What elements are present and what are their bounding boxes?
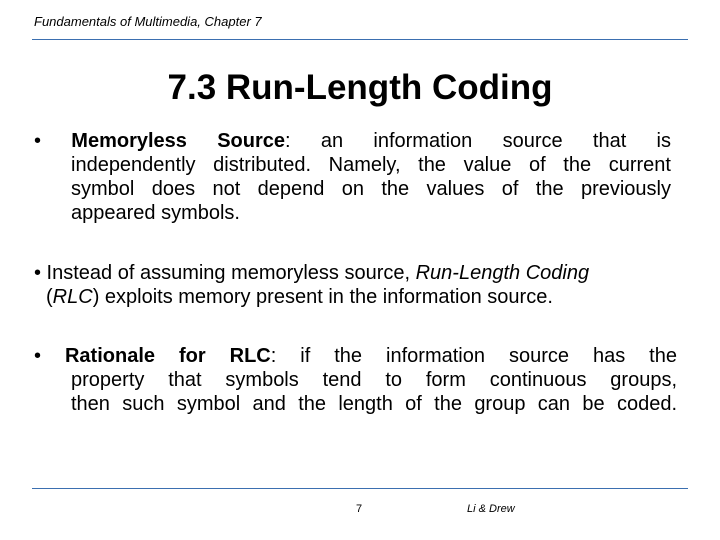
slide-title: 7.3 Run-Length Coding xyxy=(167,68,553,107)
bullet-rationale-for-rlc xyxy=(34,344,677,416)
running-header: Fundamentals of Multimedia, Chapter 7 xyxy=(34,14,262,29)
bullet-line: independently distributed. Namely, the value of the current xyxy=(71,154,671,176)
bullet-line xyxy=(34,344,677,368)
bullet-text: : an information source that is xyxy=(285,130,671,152)
bullet-text: : if the information source has the xyxy=(270,345,677,367)
bullet-memoryless-source xyxy=(34,129,671,225)
bullet-text: ) exploits memory present in the information source. xyxy=(92,286,553,308)
bullet-line xyxy=(34,261,674,285)
bullet-marker: • xyxy=(34,130,72,152)
bullet-text: • Instead of assuming memoryless source, xyxy=(34,262,416,284)
bullet-line: then such symbol and the length of the group can be coded. xyxy=(71,393,677,415)
page-number: 7 xyxy=(356,503,363,515)
term-memoryless-source: Memoryless Source xyxy=(71,130,285,152)
term-rlc: RLC xyxy=(52,286,93,308)
term-run-length-coding: Run-Length Coding xyxy=(415,262,590,284)
bullet-text: ( xyxy=(46,286,53,308)
footer-divider xyxy=(32,488,688,489)
term-rationale-for-rlc: Rationale for RLC xyxy=(64,345,271,367)
bullet-line: symbol does not depend on the values of the previously xyxy=(71,178,671,200)
bullet-line xyxy=(34,285,674,309)
bullet-marker: • xyxy=(34,345,65,367)
footer-authors: Li & Drew xyxy=(467,503,515,515)
bullet-run-length-coding xyxy=(34,261,674,309)
bullet-line: property that symbols tend to form continuous groups, xyxy=(71,369,677,391)
header-divider xyxy=(32,39,688,40)
bullet-line xyxy=(34,129,671,153)
bullet-line: appeared symbols. xyxy=(71,202,240,224)
